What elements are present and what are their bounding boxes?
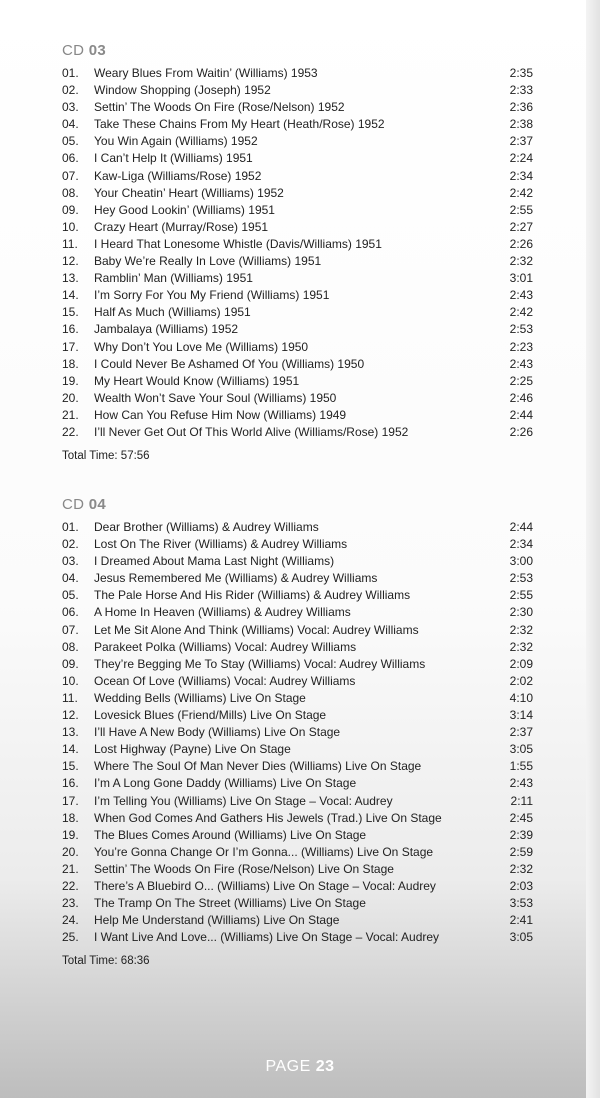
track-duration: 4:10 [509, 690, 533, 705]
track-title: Half As Much (Williams) 1951 [94, 305, 251, 320]
track-title: Ocean Of Love (Williams) Vocal: Audrey Williams [94, 673, 356, 688]
track-number: 01. [62, 520, 79, 534]
track-duration: 2:32 [509, 861, 533, 876]
track-number: 25. [62, 930, 79, 945]
track-title: Help Me Understand (Williams) Live On Stage [94, 913, 340, 928]
track-title: I Want Live And Love... (Williams) Live On Stage – Vocal: Audrey [94, 930, 440, 945]
track-duration: 1:55 [509, 759, 533, 774]
track-duration: 3:01 [509, 271, 533, 286]
track-title: Dear Brother (Williams) & Audrey Williams [94, 520, 319, 534]
track-title: Ramblin’ Man (Williams) 1951 [94, 271, 253, 286]
track-number: 09. [62, 202, 79, 217]
track-title: I’m Sorry For You My Friend (Williams) 1951 [94, 288, 330, 303]
track-number: 21. [62, 861, 79, 876]
track-number: 04. [62, 571, 79, 586]
cd-number: 04 [88, 496, 107, 513]
track-title: I’ll Have A New Body (Williams) Live On Stage [94, 725, 341, 740]
track-title: Your Cheatin’ Heart (Williams) 1952 [94, 185, 284, 200]
track-duration: 2:46 [509, 390, 533, 405]
track-row [62, 287, 537, 304]
track-duration: 3:05 [509, 930, 533, 945]
track-number: 15. [62, 305, 79, 320]
track-number: 16. [62, 322, 79, 337]
track-row [62, 622, 537, 639]
track-duration: 2:32 [509, 639, 533, 654]
cd-04-heading [62, 494, 537, 516]
track-row [62, 793, 537, 810]
track-number: 12. [62, 708, 79, 723]
track-title: Why Don’t You Love Me (Williams) 1950 [94, 339, 309, 354]
track-duration: 2:39 [509, 827, 533, 842]
track-title: There’s A Bluebird O... (Williams) Live On Stage – Vocal: Audrey [94, 878, 436, 893]
track-number: 18. [62, 356, 79, 371]
track-duration: 2:37 [509, 134, 533, 149]
track-number: 03. [62, 554, 79, 569]
track-row [62, 912, 537, 929]
track-title: I Dreamed About Mama Last Night (Williams) [94, 554, 335, 569]
track-duration: 3:05 [509, 742, 533, 757]
track-number: 10. [62, 673, 79, 688]
track-duration: 2:09 [509, 656, 533, 671]
track-row [62, 656, 537, 673]
track-row [62, 810, 537, 827]
track-row [62, 99, 537, 116]
track-row [62, 150, 537, 167]
track-row [62, 390, 537, 407]
track-number: 17. [62, 793, 79, 808]
track-row [62, 407, 537, 424]
track-row [62, 424, 537, 441]
page-number [0, 1058, 600, 1076]
track-row [62, 827, 537, 844]
track-duration: 2:53 [509, 571, 533, 586]
track-number: 05. [62, 134, 79, 149]
track-duration: 2:32 [509, 254, 533, 269]
track-title: Kaw-Liga (Williams/Rose) 1952 [94, 168, 262, 183]
track-number: 18. [62, 810, 79, 825]
track-number: 08. [62, 185, 79, 200]
track-number: 19. [62, 827, 79, 842]
page-number-value: 23 [315, 1058, 335, 1075]
track-row [62, 339, 537, 356]
track-number: 23. [62, 896, 79, 911]
track-duration: 2:36 [509, 100, 533, 115]
track-title: I’ll Never Get Out Of This World Alive (Williams/Rose) 1952 [94, 424, 409, 439]
track-duration: 2:55 [509, 588, 533, 603]
track-title: Wealth Won’t Save Your Soul (Williams) 1950 [94, 390, 337, 405]
track-duration: 2:45 [509, 810, 533, 825]
track-row [62, 321, 537, 338]
track-row [62, 202, 537, 219]
track-title: Lost On The River (Williams) & Audrey Williams [94, 537, 348, 552]
track-title: A Home In Heaven (Williams) & Audrey Williams [94, 605, 351, 620]
track-title: I Could Never Be Ashamed Of You (Williams) 1950 [94, 356, 365, 371]
track-number: 02. [62, 83, 79, 98]
track-number: 06. [62, 151, 79, 166]
track-row [62, 219, 537, 236]
track-title: I’m A Long Gone Daddy (Williams) Live On Stage [94, 776, 357, 791]
track-duration: 2:44 [509, 407, 533, 422]
track-duration: 2:23 [509, 339, 533, 354]
track-duration: 3:00 [509, 554, 533, 569]
track-number: 13. [62, 271, 79, 286]
track-number: 12. [62, 254, 79, 269]
track-duration: 2:44 [509, 520, 533, 534]
track-duration: 2:26 [509, 424, 533, 439]
track-duration: 2:03 [509, 878, 533, 893]
track-number: 20. [62, 390, 79, 405]
track-row [62, 844, 537, 861]
track-row [62, 741, 537, 758]
track-duration: 2:11 [510, 793, 533, 808]
track-duration: 2:53 [509, 322, 533, 337]
track-duration: 2:24 [509, 151, 533, 166]
track-duration: 2:37 [509, 725, 533, 740]
cd-03-section [62, 40, 537, 464]
cd-03-total-time: Total Time: 57:56 [62, 450, 150, 463]
track-title: How Can You Refuse Him Now (Williams) 1949 [94, 407, 347, 422]
track-number: 01. [62, 66, 79, 80]
track-number: 21. [62, 407, 79, 422]
track-row [62, 82, 537, 99]
track-row [62, 639, 537, 656]
track-row [62, 570, 537, 587]
cd-04-total-time: Total Time: 68:36 [62, 955, 150, 968]
cd-03-heading [62, 40, 537, 62]
track-number: 07. [62, 622, 79, 637]
cd-04-tracklist [62, 519, 537, 946]
page-edge-strip [586, 0, 600, 1098]
track-title: Jambalaya (Williams) 1952 [94, 322, 239, 337]
track-title: Baby We’re Really In Love (Williams) 1951 [94, 254, 322, 269]
cd-label: CD [62, 42, 85, 59]
track-title: My Heart Would Know (Williams) 1951 [94, 373, 300, 388]
track-row [62, 673, 537, 690]
track-row [62, 690, 537, 707]
track-title: Weary Blues From Waitin’ (Williams) 1953 [94, 66, 318, 80]
track-title: Wedding Bells (Williams) Live On Stage [94, 690, 306, 705]
track-number: 16. [62, 776, 79, 791]
cd-label: CD [62, 496, 85, 513]
track-number: 02. [62, 537, 79, 552]
track-number: 08. [62, 639, 79, 654]
track-title: I’m Telling You (Williams) Live On Stage – Vocal: Audrey [94, 793, 393, 808]
track-title: Take These Chains From My Heart (Heath/Rose) 1952 [94, 117, 385, 132]
track-row [62, 373, 537, 390]
track-row [62, 724, 537, 741]
track-number: 11. [62, 236, 78, 251]
track-row [62, 133, 537, 150]
track-row [62, 604, 537, 621]
track-number: 14. [62, 288, 79, 303]
track-title: I Can’t Help It (Williams) 1951 [94, 151, 253, 166]
track-title: The Tramp On The Street (Williams) Live On Stage [94, 896, 366, 911]
track-number: 14. [62, 742, 79, 757]
track-duration: 3:53 [509, 896, 533, 911]
page-label: PAGE [265, 1058, 311, 1075]
track-duration: 3:14 [509, 708, 533, 723]
track-title: Settin’ The Woods On Fire (Rose/Nelson) Live On Stage [94, 861, 394, 876]
track-row [62, 536, 537, 553]
track-row [62, 519, 537, 536]
track-row [62, 185, 537, 202]
track-duration: 2:25 [509, 373, 533, 388]
track-title: I Heard That Lonesome Whistle (Davis/Williams) 1951 [94, 236, 382, 251]
track-number: 03. [62, 100, 79, 115]
track-number: 22. [62, 424, 79, 439]
track-title: Parakeet Polka (Williams) Vocal: Audrey Williams [94, 639, 357, 654]
track-title: Lost Highway (Payne) Live On Stage [94, 742, 291, 757]
track-title: The Pale Horse And His Rider (Williams) & Audrey Williams [94, 588, 411, 603]
track-number: 10. [62, 219, 79, 234]
track-title: They’re Begging Me To Stay (Williams) Vocal: Audrey Williams [94, 656, 426, 671]
track-duration: 2:42 [509, 305, 533, 320]
track-row [62, 168, 537, 185]
track-duration: 2:55 [509, 202, 533, 217]
track-row [62, 65, 537, 82]
track-row [62, 929, 537, 946]
track-row [62, 895, 537, 912]
track-number: 17. [62, 339, 79, 354]
track-duration: 2:34 [509, 168, 533, 183]
track-title: You Win Again (Williams) 1952 [94, 134, 258, 149]
track-title: Lovesick Blues (Friend/Mills) Live On Stage [94, 708, 327, 723]
track-row [62, 861, 537, 878]
track-title: The Blues Comes Around (Williams) Live On Stage [94, 827, 367, 842]
track-number: 09. [62, 656, 79, 671]
track-row [62, 270, 537, 287]
track-number: 13. [62, 725, 79, 740]
track-number: 06. [62, 605, 79, 620]
track-row [62, 707, 537, 724]
track-number: 24. [62, 913, 79, 928]
track-duration: 2:27 [509, 219, 533, 234]
track-duration: 2:34 [509, 537, 533, 552]
track-duration: 2:59 [509, 844, 533, 859]
track-duration: 2:38 [509, 117, 533, 132]
track-number: 15. [62, 759, 79, 774]
track-title: When God Comes And Gathers His Jewels (Trad.) Live On Stage [94, 810, 442, 825]
track-row [62, 553, 537, 570]
track-title: You’re Gonna Change Or I’m Gonna... (Williams) Live On Stage [94, 844, 434, 859]
track-number: 04. [62, 117, 79, 132]
track-number: 11. [62, 690, 78, 705]
track-row [62, 878, 537, 895]
track-duration: 2:43 [509, 288, 533, 303]
track-duration: 2:32 [509, 622, 533, 637]
track-title: Settin’ The Woods On Fire (Rose/Nelson) 1952 [94, 100, 345, 115]
track-duration: 2:26 [509, 236, 533, 251]
track-title: Crazy Heart (Murray/Rose) 1951 [94, 219, 269, 234]
track-row [62, 356, 537, 373]
track-title: Jesus Remembered Me (Williams) & Audrey Williams [94, 571, 378, 586]
track-number: 22. [62, 878, 79, 893]
track-duration: 2:35 [509, 66, 533, 80]
track-row [62, 758, 537, 775]
track-duration: 2:42 [509, 185, 533, 200]
track-number: 07. [62, 168, 79, 183]
track-row [62, 253, 537, 270]
track-row [62, 775, 537, 792]
track-row [62, 587, 537, 604]
track-title: Let Me Sit Alone And Think (Williams) Vocal: Audrey Williams [94, 622, 419, 637]
track-duration: 2:41 [509, 913, 533, 928]
cd-03-tracklist [62, 65, 537, 441]
track-duration: 2:02 [509, 673, 533, 688]
track-title: Window Shopping (Joseph) 1952 [94, 83, 271, 98]
track-duration: 2:30 [509, 605, 533, 620]
track-number: 20. [62, 844, 79, 859]
track-duration: 2:43 [509, 776, 533, 791]
track-duration: 2:43 [509, 356, 533, 371]
track-row [62, 304, 537, 321]
track-title: Hey Good Lookin’ (Williams) 1951 [94, 202, 275, 217]
track-title: Where The Soul Of Man Never Dies (Williams) Live On Stage [94, 759, 422, 774]
track-row [62, 116, 537, 133]
cd-number: 03 [88, 42, 107, 59]
track-duration: 2:33 [509, 83, 533, 98]
cd-04-section [62, 494, 537, 969]
track-number: 19. [62, 373, 79, 388]
track-number: 05. [62, 588, 79, 603]
track-row [62, 236, 537, 253]
